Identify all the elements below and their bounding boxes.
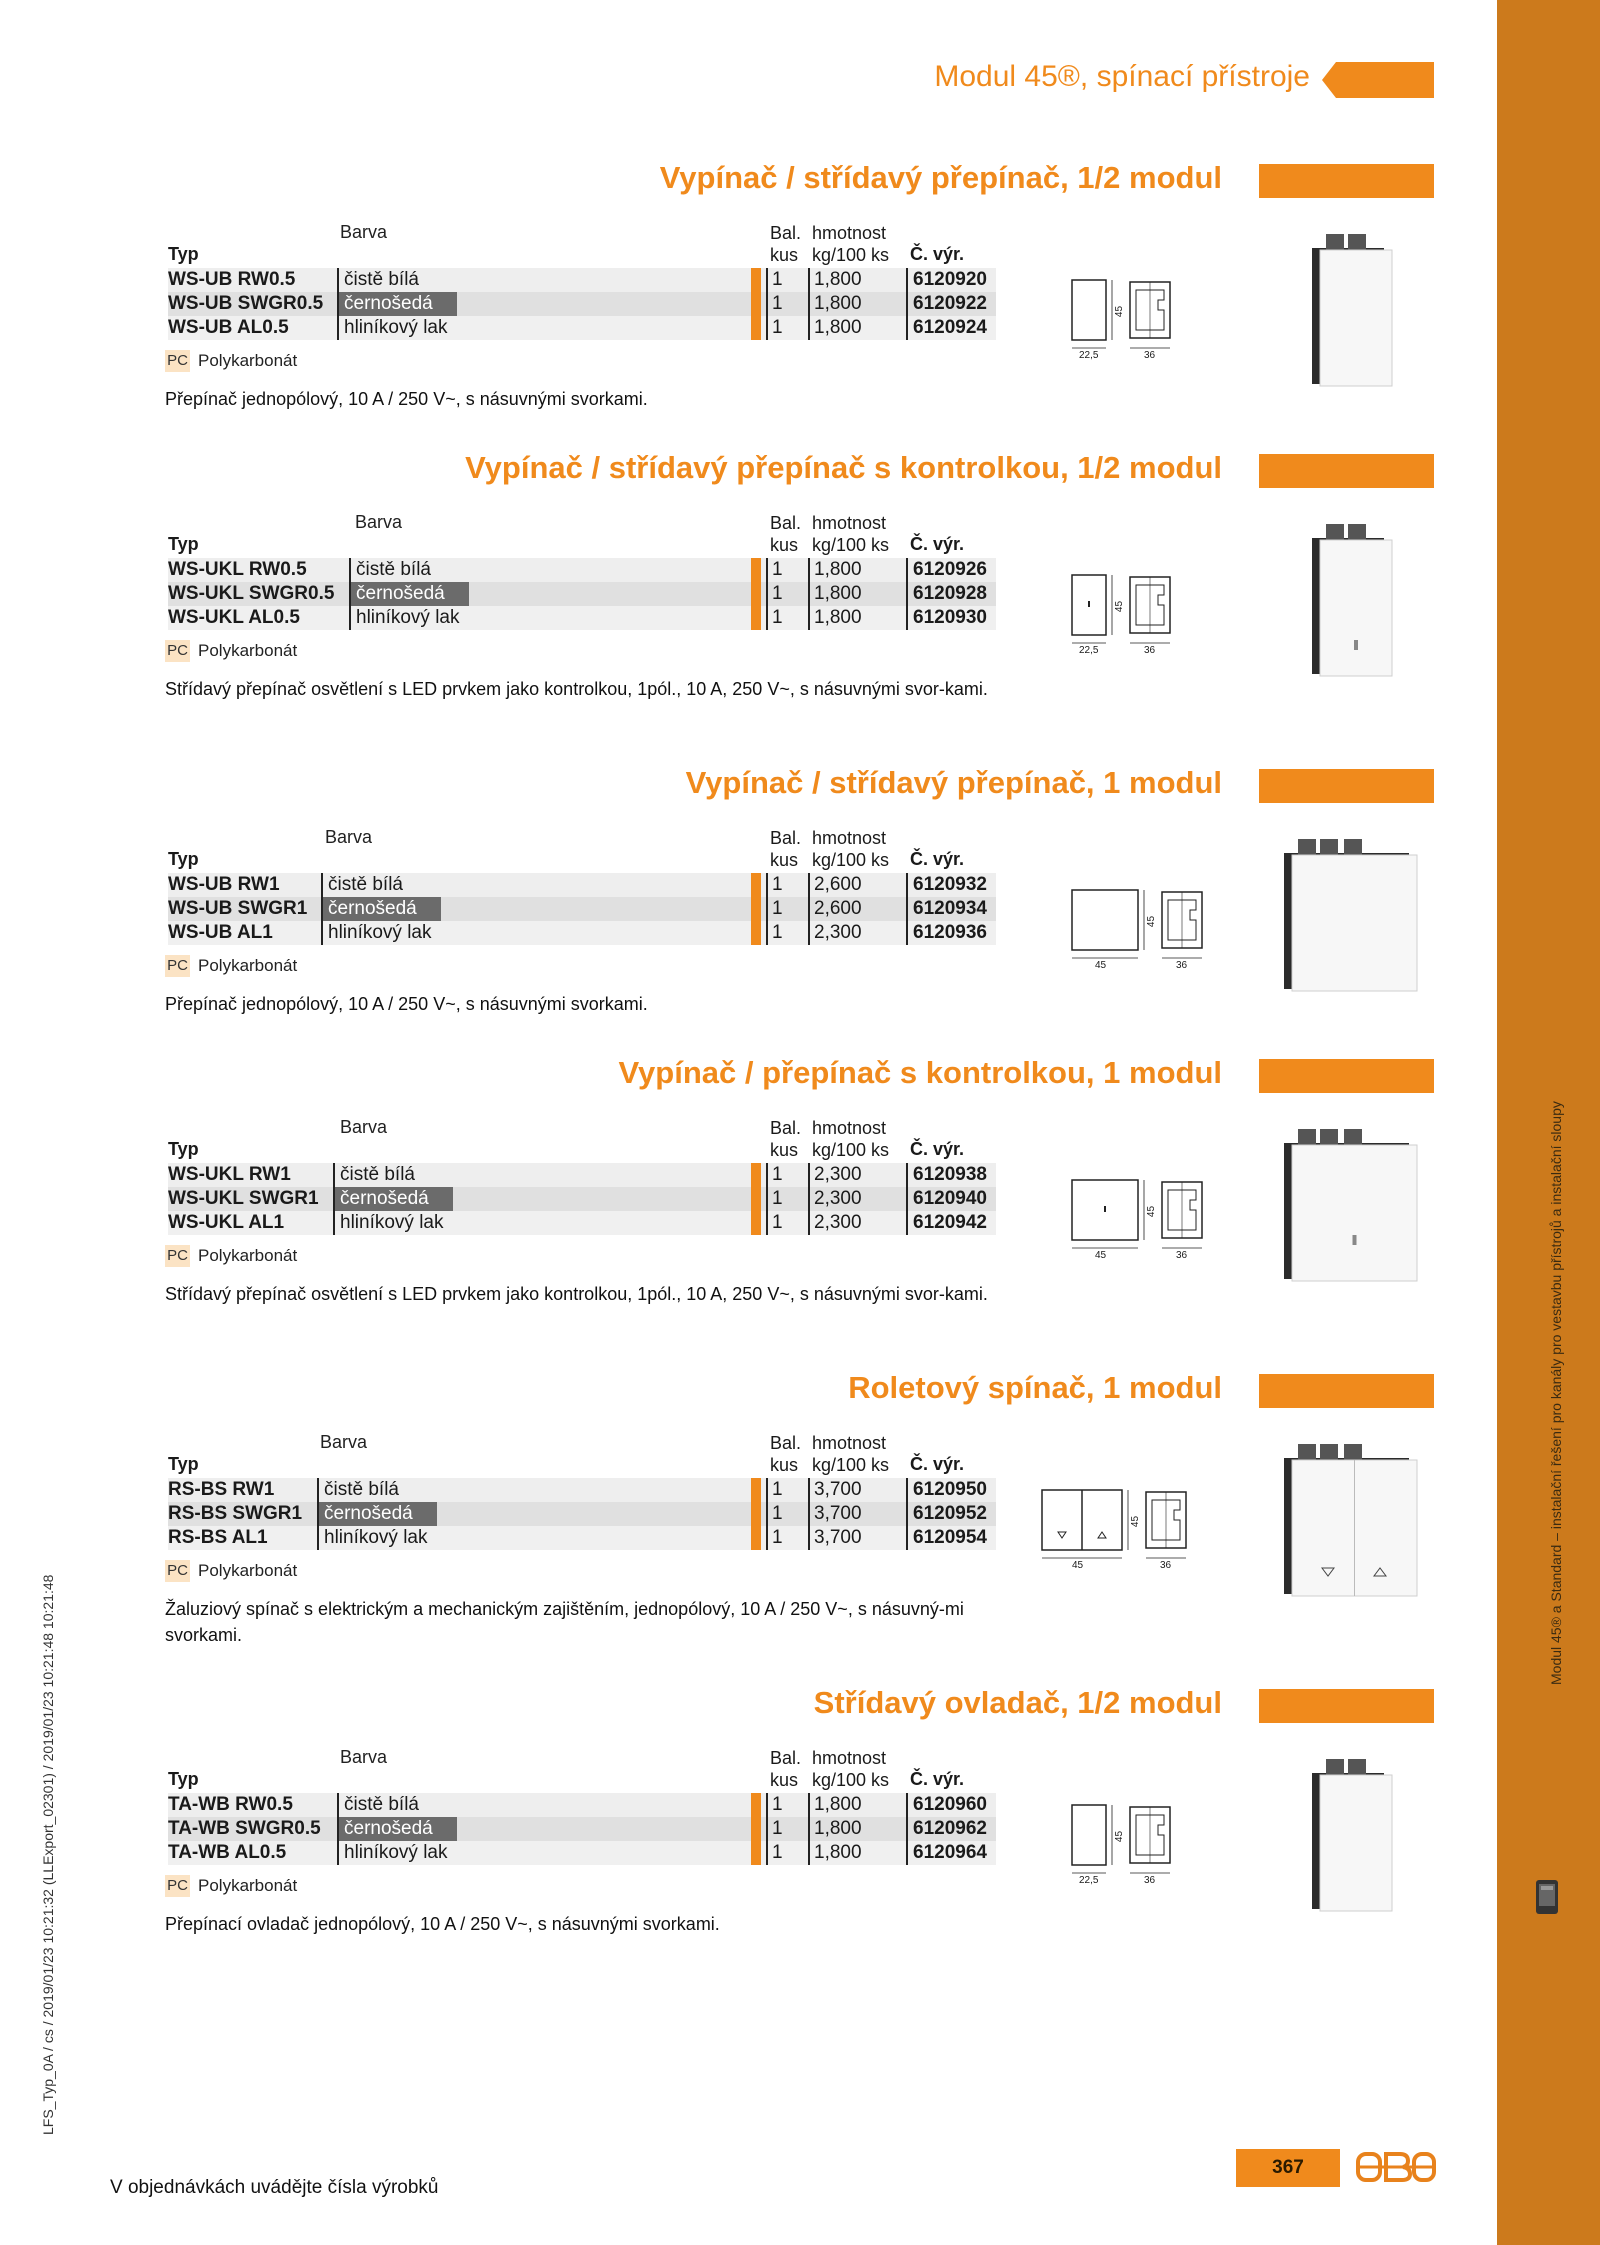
header-cislo-vyrobku: Č. výr. [910, 849, 965, 869]
color-cell: čistě bílá [337, 1793, 419, 1817]
weight: 3,700 [808, 1478, 862, 1502]
row-marker [751, 1502, 761, 1526]
product-description: Přepínač jednopólový, 10 A / 250 V~, s násuvnými svorkami. [165, 389, 648, 409]
header-typ: Typ [168, 244, 199, 264]
weight: 3,700 [808, 1526, 862, 1550]
pack-qty: 1 [766, 1211, 783, 1235]
header-hmotnost-unit: kg/100 ks [812, 245, 890, 265]
dim-width-label: 45 [1095, 960, 1107, 971]
header-cislo-vyrobku: Č. výr. [910, 244, 965, 264]
table-row [168, 1793, 996, 1817]
dim-height-label: 45 [1130, 1515, 1142, 1528]
dim-width-label: 45 [1095, 1250, 1107, 1261]
row-marker [751, 292, 761, 316]
weight: 2,300 [808, 1211, 862, 1235]
table-row [168, 292, 996, 316]
weight: 2,600 [808, 897, 862, 921]
dim-width-label: 22,5 [1079, 350, 1099, 361]
article-number: 6120934 [906, 897, 987, 921]
dim-depth-label: 36 [1176, 1250, 1188, 1261]
row-marker [751, 1187, 761, 1211]
material-badge: PC [165, 955, 190, 977]
product-section [0, 765, 1600, 1055]
product-photo [1280, 1440, 1430, 1605]
article-type: WS-UB AL0.5 [168, 317, 289, 338]
section-accent-bar [1259, 1059, 1434, 1093]
table-row [168, 1211, 996, 1235]
page-number: 367 [1272, 2157, 1304, 2178]
color-cell: černošedá [333, 1187, 429, 1211]
row-marker [751, 921, 761, 945]
pack-qty: 1 [766, 1163, 783, 1187]
row-marker [751, 897, 761, 921]
header-hmotnost: hmotnost [812, 1433, 887, 1453]
article-type: RS-BS AL1 [168, 1527, 268, 1548]
table-row [168, 921, 996, 945]
material-badge: PC [165, 640, 190, 662]
header-hmotnost: hmotnost [812, 1748, 887, 1768]
row-marker [751, 268, 761, 292]
header-barva: Barva [325, 827, 373, 847]
row-marker [751, 873, 761, 897]
article-type: WS-UB AL1 [168, 922, 273, 943]
dimension-drawing [1030, 1480, 1230, 1595]
dim-depth-label: 36 [1160, 1560, 1172, 1571]
obo-logo [1356, 2150, 1436, 2186]
product-section [0, 1055, 1600, 1345]
header-cislo-vyrobku: Č. výr. [910, 1139, 965, 1159]
article-type: WS-UKL AL1 [168, 1212, 285, 1233]
article-number: 6120950 [906, 1478, 987, 1502]
dim-height-label: 45 [1114, 1830, 1126, 1843]
row-marker [751, 1478, 761, 1502]
header-bal-unit: kus [770, 245, 799, 265]
product-section [0, 450, 1600, 740]
dimension-drawing [1060, 565, 1220, 680]
row-marker [751, 1817, 761, 1841]
article-type: WS-UKL AL0.5 [168, 607, 300, 628]
header-typ: Typ [168, 534, 199, 554]
header-hmotnost: hmotnost [812, 828, 887, 848]
article-type: TA-WB SWGR0.5 [168, 1818, 321, 1839]
pack-qty: 1 [766, 897, 783, 921]
table-row [168, 316, 996, 340]
header-hmotnost-unit: kg/100 ks [812, 535, 890, 555]
header-hmotnost-unit: kg/100 ks [812, 850, 890, 870]
material-badge: PC [165, 1560, 190, 1582]
product-section [0, 1370, 1600, 1660]
article-number: 6120954 [906, 1526, 987, 1550]
dim-depth-label: 36 [1144, 350, 1156, 361]
weight: 1,800 [808, 316, 862, 340]
dim-height-label: 45 [1114, 305, 1126, 318]
color-cell: hliníkový lak [317, 1526, 428, 1550]
material-label: Polykarbonát [198, 1876, 298, 1895]
article-number: 6120926 [906, 558, 987, 582]
section-title: Roletový spínač, 1 modul [848, 1370, 1222, 1405]
header-hmotnost-unit: kg/100 ks [812, 1140, 890, 1160]
table-row [168, 1478, 996, 1502]
dim-height-label: 45 [1146, 1205, 1158, 1218]
dimension-drawing [1060, 270, 1220, 385]
weight: 3,700 [808, 1502, 862, 1526]
product-description: Přepínací ovladač jednopólový, 10 A / 250 V~, s násuvnými svorkami. [165, 1914, 720, 1934]
weight: 2,300 [808, 1163, 862, 1187]
header-bal: Bal. [770, 1433, 802, 1453]
header-barva: Barva [340, 222, 388, 242]
header-barva: Barva [340, 1747, 388, 1767]
header-cislo-vyrobku: Č. výr. [910, 534, 965, 554]
row-marker [751, 1163, 761, 1187]
weight: 2,300 [808, 921, 862, 945]
article-number: 6120932 [906, 873, 987, 897]
weight: 1,800 [808, 606, 862, 630]
weight: 2,600 [808, 873, 862, 897]
header-hmotnost: hmotnost [812, 1118, 887, 1138]
dim-depth-label: 36 [1176, 960, 1188, 971]
dimension-drawing [1060, 1795, 1220, 1910]
pack-qty: 1 [766, 1817, 783, 1841]
dim-depth-label: 36 [1144, 645, 1156, 656]
article-type: TA-WB RW0.5 [168, 1794, 293, 1815]
color-cell: čistě bílá [333, 1163, 415, 1187]
section-title: Vypínač / střídavý přepínač, 1/2 modul [659, 160, 1222, 195]
product-photo [1280, 1125, 1430, 1290]
article-number: 6120942 [906, 1211, 987, 1235]
table-row [168, 1502, 996, 1526]
header-bal: Bal. [770, 513, 802, 533]
pack-qty: 1 [766, 921, 783, 945]
dimension-drawing [1060, 880, 1220, 995]
color-cell: čistě bílá [321, 873, 403, 897]
pack-qty: 1 [766, 582, 783, 606]
section-title: Střídavý ovladač, 1/2 modul [813, 1685, 1222, 1720]
section-title: Vypínač / střídavý přepínač s kontrolkou, 1/2 modul [465, 450, 1222, 485]
material-label: Polykarbonát [198, 956, 298, 975]
footer-note: V objednávkách uvádějte čísla výrobků [110, 2177, 439, 2198]
material-label: Polykarbonát [198, 641, 298, 660]
color-cell: černošedá [321, 897, 417, 921]
color-cell: čistě bílá [349, 558, 431, 582]
pack-qty: 1 [766, 268, 783, 292]
table-row [168, 1817, 996, 1841]
header-bal: Bal. [770, 223, 802, 243]
product-description: Přepínač jednopólový, 10 A / 250 V~, s násuvnými svorkami. [165, 994, 648, 1014]
color-cell: čistě bílá [337, 268, 419, 292]
header-bal-unit: kus [770, 850, 799, 870]
print-metadata: LFS_Typ_0A / cs / 2019/01/23 10:21:32 (LLExport_02301) / 2019/01/23 10:21:48 10:21:48 [40, 1574, 56, 2135]
color-cell: hliníkový lak [337, 1841, 448, 1865]
weight: 1,800 [808, 1817, 862, 1841]
weight: 1,800 [808, 268, 862, 292]
row-marker [751, 558, 761, 582]
product-section [0, 160, 1600, 450]
article-type: WS-UB RW0.5 [168, 269, 296, 290]
color-cell: čistě bílá [317, 1478, 399, 1502]
article-number: 6120962 [906, 1817, 987, 1841]
row-marker [751, 316, 761, 340]
color-cell: černošedá [337, 292, 433, 316]
section-accent-bar [1259, 454, 1434, 488]
pack-qty: 1 [766, 1478, 783, 1502]
table-row [168, 1526, 996, 1550]
header-bal: Bal. [770, 828, 802, 848]
article-type: WS-UB SWGR0.5 [168, 293, 324, 314]
header-bal-unit: kus [770, 1140, 799, 1160]
pack-qty: 1 [766, 1841, 783, 1865]
material-badge: PC [165, 1875, 190, 1897]
row-marker [751, 582, 761, 606]
table-row [168, 558, 996, 582]
weight: 1,800 [808, 582, 862, 606]
header-typ: Typ [168, 1454, 199, 1474]
header-bal-unit: kus [770, 1770, 799, 1790]
row-marker [751, 606, 761, 630]
article-number: 6120922 [906, 292, 987, 316]
table-row [168, 1841, 996, 1865]
color-cell: černošedá [317, 1502, 413, 1526]
color-cell: hliníkový lak [337, 316, 448, 340]
dim-width-label: 22,5 [1079, 1875, 1099, 1886]
header-barva: Barva [355, 512, 403, 532]
row-marker [751, 1793, 761, 1817]
color-cell: černošedá [337, 1817, 433, 1841]
row-marker [751, 1841, 761, 1865]
weight: 1,800 [808, 558, 862, 582]
table-row [168, 897, 996, 921]
product-photo [1280, 520, 1430, 685]
pack-qty: 1 [766, 1187, 783, 1211]
dim-width-label: 45 [1072, 1560, 1084, 1571]
pack-qty: 1 [766, 558, 783, 582]
pack-qty: 1 [766, 1526, 783, 1550]
weight: 1,800 [808, 1841, 862, 1865]
section-title: Vypínač / přepínač s kontrolkou, 1 modul [618, 1055, 1222, 1090]
article-number: 6120952 [906, 1502, 987, 1526]
header-cislo-vyrobku: Č. výr. [910, 1769, 965, 1789]
pack-qty: 1 [766, 316, 783, 340]
material-badge: PC [165, 1245, 190, 1267]
article-number: 6120938 [906, 1163, 987, 1187]
section-accent-bar [1259, 1689, 1434, 1723]
color-cell: hliníkový lak [333, 1211, 444, 1235]
product-description: Střídavý přepínač osvětlení s LED prvkem jako kontrolkou, 1pól., 10 A, 250 V~, s násuvnými svor-kami. [165, 679, 988, 699]
header-hmotnost-unit: kg/100 ks [812, 1455, 890, 1475]
pack-qty: 1 [766, 1793, 783, 1817]
article-number: 6120940 [906, 1187, 987, 1211]
product-description: Žaluziový spínač s elektrickým a mechanickým zajištěním, jednopólový, 10 A / 250 V~, s násuvný-mi svorkami. [165, 1599, 964, 1645]
header-barva: Barva [320, 1432, 368, 1452]
row-marker [751, 1211, 761, 1235]
section-accent-bar [1259, 164, 1434, 198]
header-hmotnost: hmotnost [812, 223, 887, 243]
pack-qty: 1 [766, 606, 783, 630]
header-bal-unit: kus [770, 1455, 799, 1475]
dim-width-label: 22,5 [1079, 645, 1099, 656]
table-row [168, 268, 996, 292]
article-number: 6120920 [906, 268, 987, 292]
product-photo [1280, 230, 1430, 395]
material-badge: PC [165, 350, 190, 372]
article-number: 6120960 [906, 1793, 987, 1817]
table-row [168, 606, 996, 630]
article-type: WS-UKL SWGR0.5 [168, 583, 335, 604]
side-strip-text: Modul 45® a Standard – instalační řešení pro kanály pro vestavbu přístrojů a instalační sloupy [1548, 1101, 1564, 1685]
header-typ: Typ [168, 849, 199, 869]
header-cislo-vyrobku: Č. výr. [910, 1454, 965, 1474]
header-bal: Bal. [770, 1748, 802, 1768]
section-title: Vypínač / střídavý přepínač, 1 modul [685, 765, 1222, 800]
header-bal-unit: kus [770, 535, 799, 555]
weight: 2,300 [808, 1187, 862, 1211]
header-bal: Bal. [770, 1118, 802, 1138]
pack-qty: 1 [766, 292, 783, 316]
table-row [168, 1187, 996, 1211]
dim-height-label: 45 [1146, 915, 1158, 928]
table-row [168, 1163, 996, 1187]
product-photo [1280, 1755, 1430, 1920]
dim-depth-label: 36 [1144, 1875, 1156, 1886]
page-header-title: Modul 45®, spínací přístroje [934, 60, 1310, 93]
article-type: WS-UB RW1 [168, 874, 280, 895]
pack-qty: 1 [766, 873, 783, 897]
article-type: TA-WB AL0.5 [168, 1842, 287, 1863]
weight: 1,800 [808, 292, 862, 316]
header-hmotnost: hmotnost [812, 513, 887, 533]
color-cell: černošedá [349, 582, 445, 606]
article-type: WS-UKL SWGR1 [168, 1188, 319, 1209]
section-accent-bar [1259, 769, 1434, 803]
header-arrow-icon [1322, 62, 1434, 98]
article-type: RS-BS RW1 [168, 1479, 275, 1500]
header-barva: Barva [340, 1117, 388, 1137]
weight: 1,800 [808, 1793, 862, 1817]
article-type: WS-UKL RW0.5 [168, 559, 307, 580]
article-type: WS-UB SWGR1 [168, 898, 308, 919]
dim-height-label: 45 [1114, 600, 1126, 613]
article-type: WS-UKL RW1 [168, 1164, 291, 1185]
dimension-drawing [1060, 1170, 1220, 1285]
color-cell: hliníkový lak [321, 921, 432, 945]
table-row [168, 873, 996, 897]
header-hmotnost-unit: kg/100 ks [812, 1770, 890, 1790]
product-description: Střídavý přepínač osvětlení s LED prvkem jako kontrolkou, 1pól., 10 A, 250 V~, s násuvnými svor-kami. [165, 1284, 988, 1304]
section-accent-bar [1259, 1374, 1434, 1408]
article-number: 6120936 [906, 921, 987, 945]
row-marker [751, 1526, 761, 1550]
material-label: Polykarbonát [198, 351, 298, 370]
article-number: 6120924 [906, 316, 987, 340]
product-section [0, 1685, 1600, 1975]
product-photo [1280, 835, 1430, 1000]
material-label: Polykarbonát [198, 1246, 298, 1265]
header-typ: Typ [168, 1139, 199, 1159]
material-label: Polykarbonát [198, 1561, 298, 1580]
header-typ: Typ [168, 1769, 199, 1789]
article-number: 6120964 [906, 1841, 987, 1865]
table-row [168, 582, 996, 606]
article-number: 6120928 [906, 582, 987, 606]
article-number: 6120930 [906, 606, 987, 630]
color-cell: hliníkový lak [349, 606, 460, 630]
article-type: RS-BS SWGR1 [168, 1503, 303, 1524]
pack-qty: 1 [766, 1502, 783, 1526]
